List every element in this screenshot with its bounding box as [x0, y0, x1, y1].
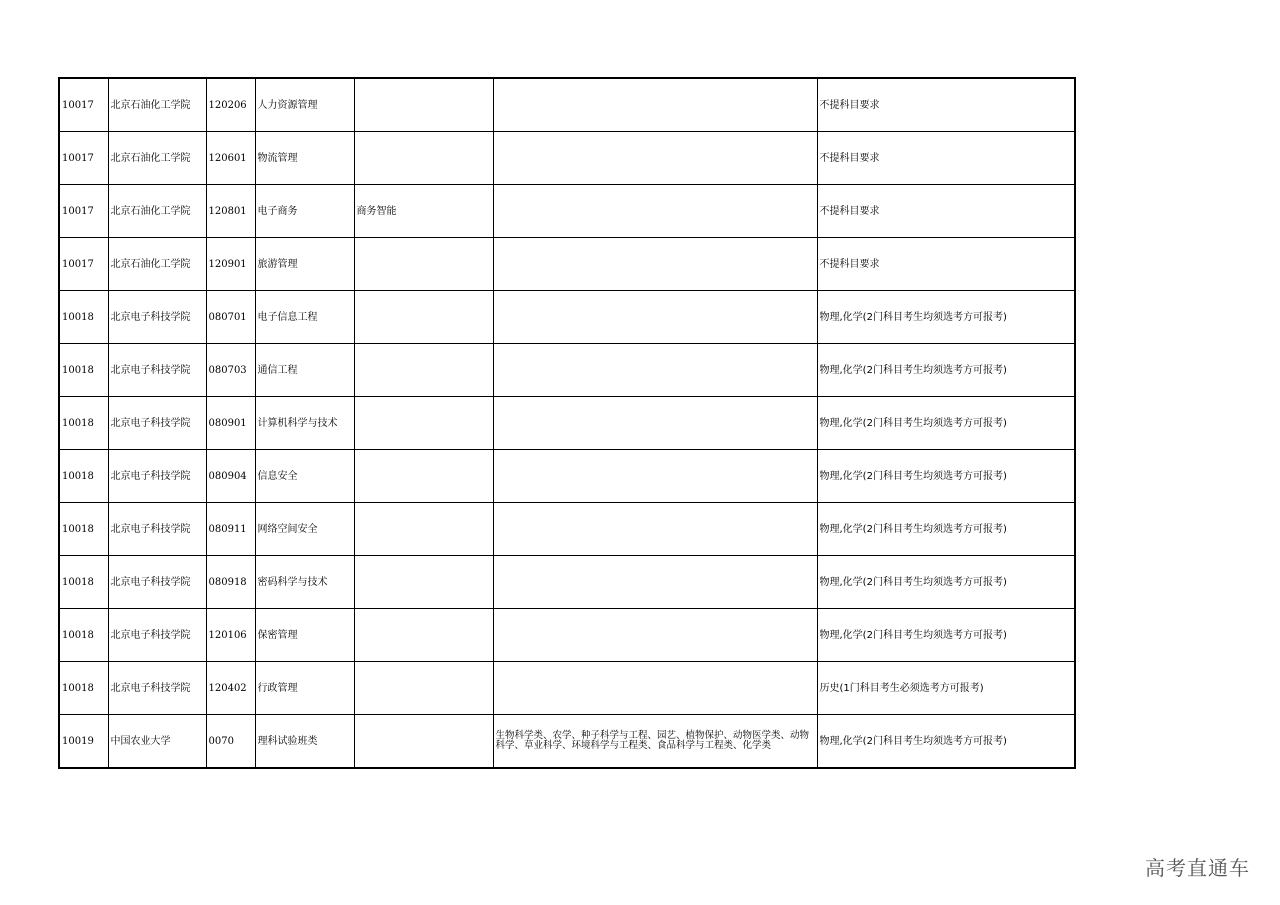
- includes-majors-cell: [493, 556, 817, 609]
- table-row: [59, 78, 1075, 132]
- school-code-cell: 10018: [59, 291, 108, 344]
- includes-majors-cell: [493, 238, 817, 291]
- table-row: [59, 291, 1075, 344]
- subject-requirement-cell: 物理,化学(2门科目考生均须选考方可报考): [817, 344, 1075, 397]
- direction-cell: [354, 344, 493, 397]
- direction-cell: 商务智能: [354, 185, 493, 238]
- school-name-cell: 北京电子科技学院: [108, 344, 206, 397]
- major-code-cell: 080703: [206, 344, 255, 397]
- subject-requirement-cell: 不提科目要求: [817, 185, 1075, 238]
- school-name-cell: 北京石油化工学院: [108, 132, 206, 185]
- major-name-cell: 密码科学与技术: [255, 556, 354, 609]
- school-code-cell: 10018: [59, 556, 108, 609]
- includes-majors-cell: 生物科学类、农学、种子科学与工程、园艺、植物保护、动物医学类、动物科学、草业科学、环境科学与工程类、食品科学与工程类、化学类: [493, 715, 817, 769]
- subject-requirement-cell: 物理,化学(2门科目考生均须选考方可报考): [817, 450, 1075, 503]
- school-code-cell: 10017: [59, 185, 108, 238]
- watermark-text: 高考直通车: [1145, 856, 1250, 880]
- subject-requirement-cell: 不提科目要求: [817, 238, 1075, 291]
- major-code-cell: 120601: [206, 132, 255, 185]
- includes-majors-cell: [493, 344, 817, 397]
- includes-majors-cell: [493, 450, 817, 503]
- subject-requirement-cell: 物理,化学(2门科目考生均须选考方可报考): [817, 609, 1075, 662]
- includes-majors-cell: [493, 397, 817, 450]
- subject-requirement-cell: 物理,化学(2门科目考生均须选考方可报考): [817, 291, 1075, 344]
- school-name-cell: 北京石油化工学院: [108, 238, 206, 291]
- includes-majors-cell: [493, 78, 817, 132]
- direction-cell: [354, 556, 493, 609]
- major-code-cell: 120206: [206, 78, 255, 132]
- includes-majors-cell: [493, 503, 817, 556]
- direction-cell: [354, 715, 493, 769]
- major-name-cell: 通信工程: [255, 344, 354, 397]
- subject-requirement-cell: 物理,化学(2门科目考生均须选考方可报考): [817, 503, 1075, 556]
- school-name-cell: 北京电子科技学院: [108, 503, 206, 556]
- table-row: [59, 238, 1075, 291]
- major-code-cell: 080918: [206, 556, 255, 609]
- major-name-cell: 人力资源管理: [255, 78, 354, 132]
- major-name-cell: 电子商务: [255, 185, 354, 238]
- direction-cell: [354, 450, 493, 503]
- major-code-cell: 080911: [206, 503, 255, 556]
- school-name-cell: 北京电子科技学院: [108, 397, 206, 450]
- school-name-cell: 北京电子科技学院: [108, 609, 206, 662]
- table-row: [59, 132, 1075, 185]
- table-row: [59, 397, 1075, 450]
- subject-requirement-cell: 不提科目要求: [817, 78, 1075, 132]
- school-code-cell: 10017: [59, 78, 108, 132]
- major-name-cell: 理科试验班类: [255, 715, 354, 769]
- subject-requirement-cell: 历史(1门科目考生必须选考方可报考): [817, 662, 1075, 715]
- major-code-cell: 080901: [206, 397, 255, 450]
- subject-requirement-cell: 物理,化学(2门科目考生均须选考方可报考): [817, 556, 1075, 609]
- major-name-cell: 旅游管理: [255, 238, 354, 291]
- major-code-cell: 080701: [206, 291, 255, 344]
- school-code-cell: 10018: [59, 397, 108, 450]
- table-row: [59, 715, 1075, 769]
- major-name-cell: 信息安全: [255, 450, 354, 503]
- subject-requirement-cell: 物理,化学(2门科目考生均须选考方可报考): [817, 715, 1075, 769]
- direction-cell: [354, 397, 493, 450]
- school-code-cell: 10018: [59, 344, 108, 397]
- direction-cell: [354, 662, 493, 715]
- direction-cell: [354, 132, 493, 185]
- table-row: [59, 609, 1075, 662]
- school-name-cell: 北京石油化工学院: [108, 185, 206, 238]
- includes-majors-cell: [493, 291, 817, 344]
- school-code-cell: 10018: [59, 609, 108, 662]
- school-name-cell: 北京电子科技学院: [108, 450, 206, 503]
- major-code-cell: 120901: [206, 238, 255, 291]
- table-row: [59, 450, 1075, 503]
- school-code-cell: 10018: [59, 450, 108, 503]
- major-code-cell: 080904: [206, 450, 255, 503]
- major-name-cell: 计算机科学与技术: [255, 397, 354, 450]
- major-code-cell: 120106: [206, 609, 255, 662]
- school-code-cell: 10019: [59, 715, 108, 769]
- table-row: [59, 185, 1075, 238]
- school-code-cell: 10018: [59, 503, 108, 556]
- school-name-cell: 北京电子科技学院: [108, 662, 206, 715]
- school-code-cell: 10017: [59, 132, 108, 185]
- direction-cell: [354, 609, 493, 662]
- table-body: [59, 78, 1075, 768]
- major-name-cell: 行政管理: [255, 662, 354, 715]
- table-row: [59, 503, 1075, 556]
- school-name-cell: 北京石油化工学院: [108, 78, 206, 132]
- major-name-cell: 网络空间安全: [255, 503, 354, 556]
- major-name-cell: 物流管理: [255, 132, 354, 185]
- direction-cell: [354, 78, 493, 132]
- includes-majors-cell: [493, 662, 817, 715]
- school-code-cell: 10017: [59, 238, 108, 291]
- school-name-cell: 北京电子科技学院: [108, 556, 206, 609]
- major-name-cell: 保密管理: [255, 609, 354, 662]
- subject-requirement-cell: 不提科目要求: [817, 132, 1075, 185]
- major-name-cell: 电子信息工程: [255, 291, 354, 344]
- direction-cell: [354, 291, 493, 344]
- major-code-cell: 120402: [206, 662, 255, 715]
- major-requirements-table: [58, 77, 1076, 769]
- includes-majors-cell: [493, 132, 817, 185]
- major-code-cell: 120801: [206, 185, 255, 238]
- major-code-cell: 0070: [206, 715, 255, 769]
- school-name-cell: 中国农业大学: [108, 715, 206, 769]
- direction-cell: [354, 238, 493, 291]
- table-row: [59, 344, 1075, 397]
- includes-majors-cell: [493, 609, 817, 662]
- subject-requirement-cell: 物理,化学(2门科目考生均须选考方可报考): [817, 397, 1075, 450]
- school-name-cell: 北京电子科技学院: [108, 291, 206, 344]
- school-code-cell: 10018: [59, 662, 108, 715]
- direction-cell: [354, 503, 493, 556]
- table-row: [59, 662, 1075, 715]
- table-row: [59, 556, 1075, 609]
- includes-majors-cell: [493, 185, 817, 238]
